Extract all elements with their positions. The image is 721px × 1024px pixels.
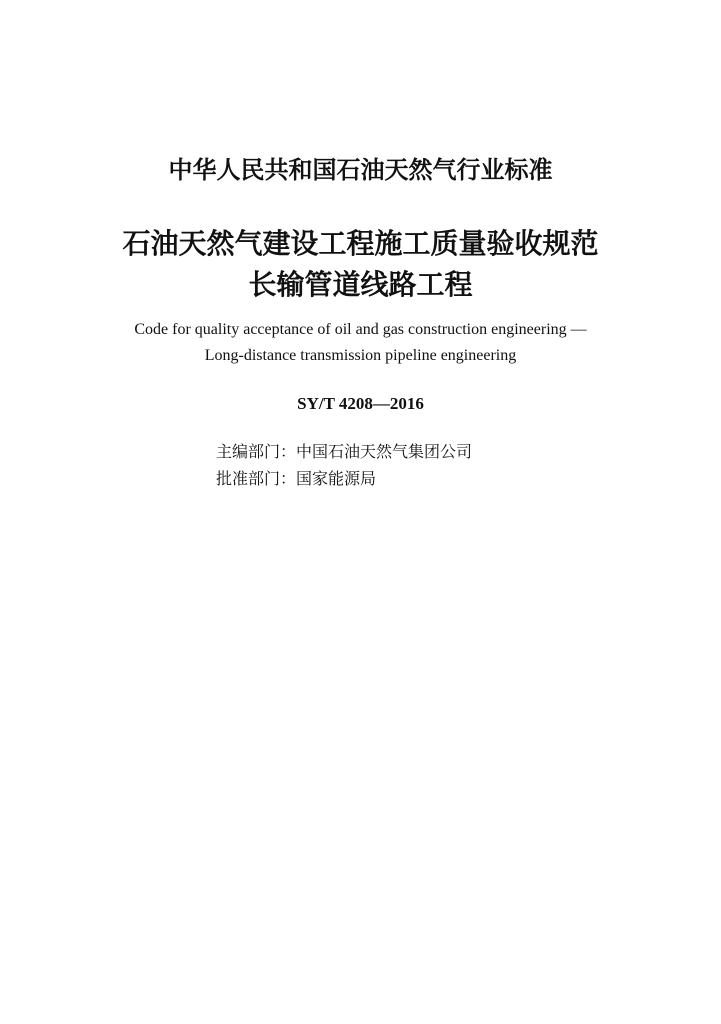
standard-number: SY/T 4208—2016 xyxy=(297,394,424,413)
english-title-line-2: Long-distance transmission pipeline engineering xyxy=(204,347,517,364)
english-title-line-1: Code for quality acceptance of oil and gas construction engineering — xyxy=(134,321,587,338)
industry-standard-heading: 中华人民共和国石油天然气行业标准 xyxy=(168,156,553,184)
chinese-title-line-2: 长输管道线路工程 xyxy=(248,268,473,301)
approver-department: 批准部门：国家能源局 xyxy=(216,469,377,488)
editor-department: 主编部门：中国石油天然气集团公司 xyxy=(216,442,473,461)
chinese-title-line-1: 石油天然气建设工程施工质量验收规范 xyxy=(122,227,599,260)
